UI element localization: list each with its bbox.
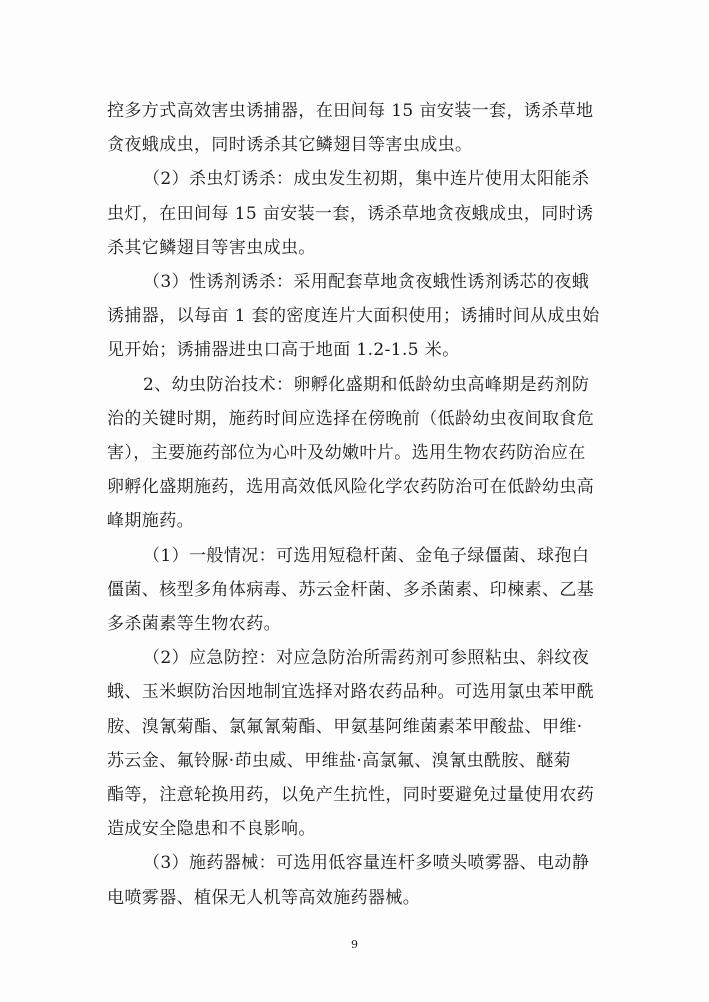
text-line: 见开始；诱捕器进虫口高于地面 1.2-1.5 米。 [107, 340, 460, 361]
paragraph-first-line: （1）一般情况：可选用短稳杆菌、金龟子绿僵菌、球孢白 [143, 545, 590, 566]
paragraph-first-line: （3）施药器械：可选用低容量连杆多喷头喷雾器、电动静 [143, 853, 590, 874]
paragraph-first-line: （3）性诱剂诱杀：采用配套草地贪夜蛾性诱剂诱芯的夜蛾 [143, 272, 590, 292]
text-line: 卵孵化盛期施药，选用高效低风险化学农药防治可在低龄幼虫高 [107, 477, 595, 498]
text-line: 多杀菌素等生物农药。 [107, 614, 281, 634]
text-line: 蛾、玉米螟防治因地制宜选择对路农药品种。可选用氯虫苯甲酰 [107, 682, 595, 703]
text-line: 峰期施药。 [107, 511, 194, 532]
text-line: 苏云金、氟铃脲·茚虫威、甲维盐·高氯氟、溴氰虫酰胺、醚菊 [107, 750, 572, 771]
text-line: 害），主要施药部位为心叶及幼嫩叶片。选用生物农药防治应在 [107, 443, 586, 463]
text-line: 杀其它鳞翅目等害虫成虫。 [107, 237, 316, 258]
text-line: 诱捕器，以每亩 1 套的密度连片大面积使用；诱捕时间从成虫始 [107, 306, 600, 327]
text-line: 僵菌、核型多角体病毒、苏云金杆菌、多杀菌素、印楝素、乙基 [107, 579, 595, 600]
text-line: 电喷雾器、植保无人机等高效施药器械。 [107, 887, 421, 908]
paragraph-first-line: 2、幼虫防治技术：卵孵化盛期和低龄幼虫高峰期是药剂防 [143, 374, 590, 395]
page-number: 9 [351, 938, 358, 951]
text-line: 贪夜蛾成虫，同时诱杀其它鳞翅目等害虫成虫。 [107, 135, 473, 156]
text-line: 治的关键时期，施药时间应选择在傍晚前（低龄幼虫夜间取食危 [107, 408, 595, 429]
paragraph-first-line: （2）杀虫灯诱杀：成虫发生初期，集中连片使用太阳能杀 [143, 169, 590, 190]
text-line: 虫灯，在田间每 15 亩安装一套，诱杀草地贪夜蛾成虫，同时诱 [107, 203, 594, 224]
text-line: 胺、溴氰菊酯、氯氟氰菊酯、甲氨基阿维菌素苯甲酸盐、甲维· [107, 716, 583, 737]
text-line: 酯等，注意轮换用药，以免产生抗性，同时要避免过量使用农药 [107, 785, 595, 805]
text-line: 造成安全隐患和不良影响。 [107, 819, 316, 840]
text-line: 控多方式高效害虫诱捕器，在田间每 15 亩安装一套，诱杀草地 [107, 101, 594, 121]
paragraph-first-line: （2）应急防控：对应急防治所需药剂可参照粘虫、斜纹夜 [143, 648, 590, 669]
